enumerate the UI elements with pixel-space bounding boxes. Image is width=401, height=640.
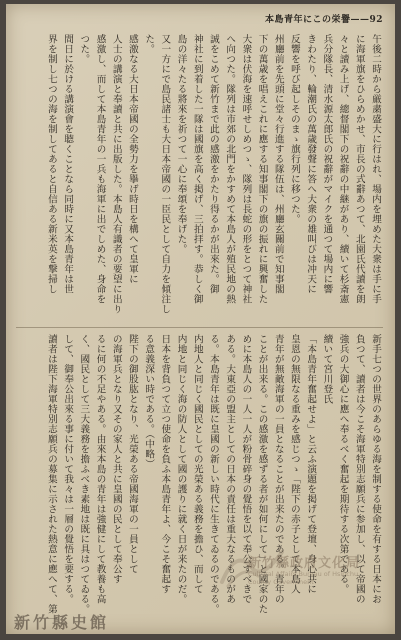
text-column: る。本島青年は既に皇國の新しい時代に生きてゐるのである。 — [207, 334, 219, 614]
text-column: 讀者は陛下海軍特別志願兵の募集に示された熱意に應へて、第一 — [45, 334, 57, 624]
text-column: た。 — [143, 34, 155, 54]
text-column: るに何の不足やある。由來本島の青年は強健にして教養も高 — [94, 334, 106, 604]
text-column: 日本を背負つて立つ使命を負ふ本島青年よ、今こそ奮起す — [159, 334, 171, 594]
text-column: 界を制し七つの海を制してあると自信ある新米英を撃掃し — [45, 34, 57, 294]
text-column: 大衆は伏海を速呼せしめつゝ、隊列は長蛇の形をとつて神社 — [240, 34, 252, 304]
text-column: 感激なる大日本帝國の全勢力を擧げ時日を構へて皇軍に — [126, 34, 138, 284]
watermark-title: 新竹縣政府文化局 — [248, 556, 361, 571]
text-column: 新手七つの世界のあらゆる海を制する使命を有する日本にお — [370, 334, 381, 604]
text-column: 續いて宮川登氏 — [321, 334, 333, 404]
text-column: 皇恩の無限なる重みを感じつゝ「陛下の赤子として本島人 — [288, 334, 300, 594]
watermark-subtitle-line: County Government — [248, 578, 314, 586]
text-column: きわたり、輪潮氏の萬歳發聲に答へ大衆の雄叫びは冲天に — [305, 34, 317, 294]
text-column: 内地と同じく海の防人として國の護りに就く日が来たのだ。 — [175, 334, 187, 604]
text-column: 青年が無敵海軍の一員となることが出来たのである。青年の — [272, 334, 284, 604]
page-header — [265, 12, 383, 25]
text-column: して、御奉公出來る事に付いて我々は一層の覺悟を要する。 — [62, 334, 74, 604]
text-column: 間日に於ける講演會を聴くことなら同時に又本島青年は世 — [62, 34, 74, 294]
text-column: 負つて、讀者は今こそ海軍特別志願兵に参加し、以て帝國の — [353, 334, 365, 604]
text-column: 午後二時から厳粛盛大に行はれ、場内を埋めた大衆は手に手 — [370, 34, 381, 304]
text-column: めに本島人の一人一人が粉骨碎身の覺悟を以て奉公すべきで — [240, 334, 252, 604]
text-column: 感激し、而して本島青年の一兵も海軍に出でしめた、身命を — [94, 34, 106, 304]
text-column: ことが出来る。この感激を感ずる者が如何にして」と國家のた — [256, 334, 268, 614]
document-page — [6, 4, 395, 634]
text-column: 誠をこめて新竹まで此の感激をかたり得るかが出來た。御 — [207, 34, 219, 294]
header-dash: —— — [350, 15, 370, 25]
text-column: 又一方にで島民諸士も大日本帝國の一臣民として自力を傾注し — [159, 34, 171, 314]
page-number: 92 — [369, 15, 383, 25]
section-divider — [16, 327, 383, 328]
text-column: 「本島青年奮起せよ」と云ふ演題を掲げて登壇、身心共に — [305, 334, 317, 594]
text-column: 陛下の御股肱となり、光榮ある帝國海軍の一員として — [126, 334, 138, 574]
text-column: 強兵の大御心に應へ奉るべく奮起を期待する次第である。 — [337, 334, 349, 594]
text-column: に海軍旗をひらめかせ、市長の式辭あつて、北園氏代讀を朗 — [353, 34, 365, 304]
text-column: 州廳前を先頭に堂々行進する隊伍は、州廳玄關前で知事閣 — [272, 34, 284, 294]
text-column: つた。 — [78, 34, 90, 64]
text-column: 兵分隊長、清水源太郎氏の祝辭がマイクを通つて場内に響 — [321, 34, 333, 294]
watermark-subtitle — [248, 570, 388, 586]
text-column: 人士の講演と奉讀と共に出版した。本島人有識者の要望に出り — [110, 34, 122, 314]
text-column: く、國民として三大義務を擔ふべき素地は既に具はつてゐる。 — [78, 334, 90, 614]
text-column: る意義深い時である。（中略） — [143, 334, 155, 470]
text-column: 反響を呼び起しそのまゝ旗行列に移つた。 — [288, 34, 300, 224]
text-column: ある。大東亞の盟主としての日本の責任は重大なるものがあ — [224, 334, 236, 604]
text-column: 々と讀み上げ、總督閣下の祝辭の中継があり、續いて杉斎憲 — [337, 34, 349, 304]
archive-stamp: 新竹縣史館 — [14, 613, 110, 632]
upper-text-block — [17, 34, 383, 322]
text-column: 内地人と同じく國民としての光榮ある義務を擔ひ、而して — [191, 334, 203, 594]
text-column: 島の洋々たる將來を祈つて一心に奉頌を奉げた。 — [175, 34, 187, 254]
text-column: 下の萬歳を唱えこれに應する知事閣下の旗の振れに興奮した — [256, 34, 268, 304]
text-column: へ向つた。隊列は市郊の北門をかすめて本島人が殖民地の熱 — [224, 34, 236, 304]
text-column: 神社に到着した一隊は國旗を高く掲げ、三拍拝す。恭しく御 — [191, 34, 203, 304]
running-title: 本島青年にこの栄譽 — [264, 15, 351, 25]
text-column: の海軍兵となり又その家人と共に皇國の民として奉公す — [110, 334, 122, 584]
watermark-subtitle-line: Cultural Affairs Bureau of Hsinchu — [248, 570, 359, 578]
